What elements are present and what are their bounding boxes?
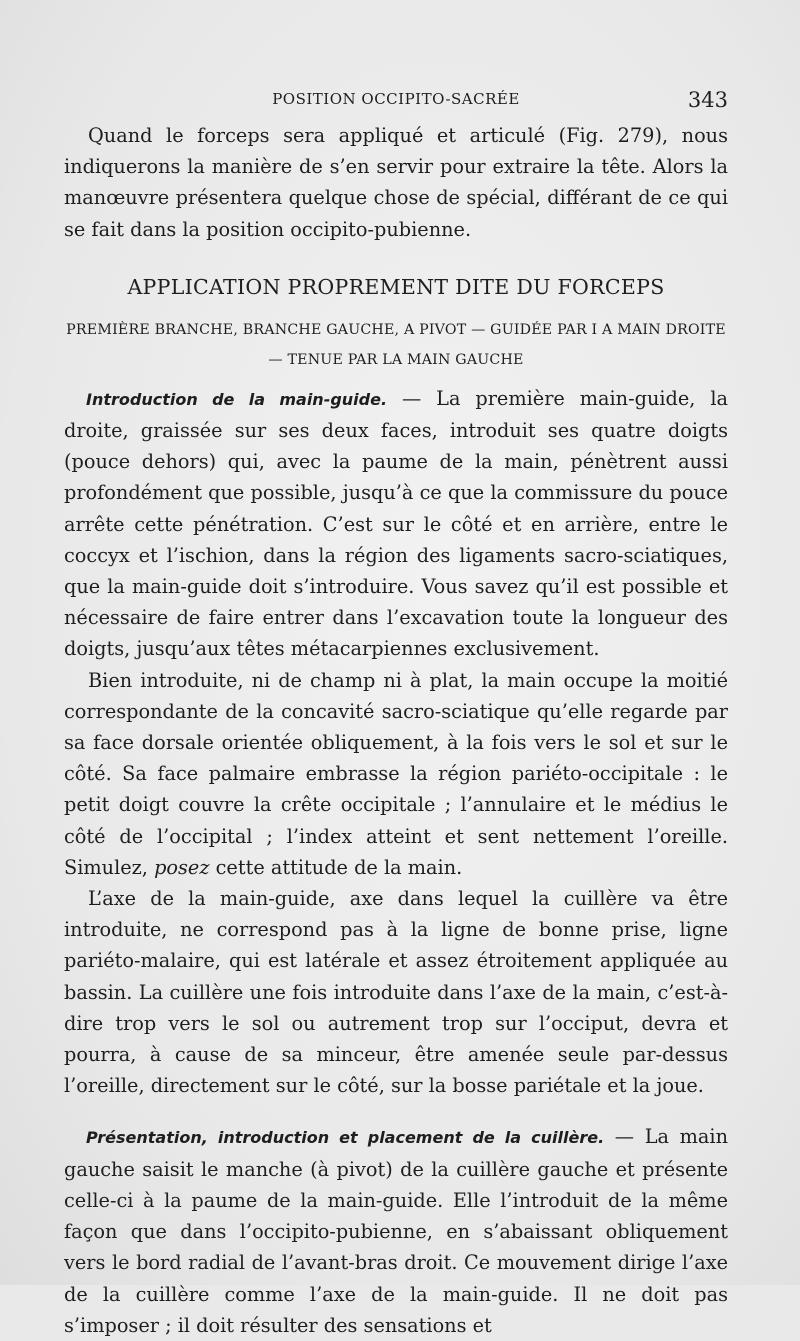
cuillere-run-in-heading: Présentation, introduction et placement de la cuillère. <box>86 1128 605 1148</box>
cuillere-paragraph-text: — La main gauche saisit le manche (à pivot) de la cuillère gauche et présente celle-ci à la paume de la main-guide. Elle l’introduit de la même façon que dans l’occipito-pubienne, en s’abaissant obliquement vers le bord radial de l’avant-bras droit. Ce mouvement dirige l’axe de la cuillère comme l’axe de la main-guide. Il ne doit pas s’imposer ; il doit résulter des sensations et <box>64 1125 728 1337</box>
page-number: 343 <box>687 88 728 112</box>
hand-position-paragraph <box>64 665 728 883</box>
hand-position-text-after: cette attitude de la main. <box>209 855 463 879</box>
hand-position-text-before: Bien introduite, ni de champ ni à plat, la main occupe la moitié correspondante de la concavité sacro-sciatique qu’elle regarde par sa face dorsale orientée obliquement, à la fois vers le sol et sur le côté. Sa face palmaire embrasse la région pariéto-occipitale : le petit doigt couvre la crête occipitale ; l’annulaire et le médius le côté de l’occipital ; l’index atteint et sent nettement l’oreille. Simulez, <box>64 668 728 879</box>
main-guide-paragraph <box>64 383 728 665</box>
page-body <box>64 120 728 1341</box>
page-header <box>64 88 728 116</box>
cuillere-paragraph <box>64 1121 728 1340</box>
main-guide-run-in-heading: Introduction de la main-guide. <box>86 389 388 409</box>
section-title: APPLICATION PROPREMENT DITE DU FORCEPS <box>127 274 665 299</box>
main-guide-paragraph-text: — La première main-guide, la droite, graissée sur ses deux faces, introduit ses quatre doigts (pouce dehors) qui, avec la paume de la main, pénètrent aussi profondément que possible, jusqu’à ce que la commissure du pouce arrête cette pénétration. C’est sur le côté et en arrière, entre le coccyx et l’ischion, dans la région des ligaments sacro-sciatiques, que la main-guide doit s’introduire. Vous savez qu’il est possible et nécessaire de faire entrer dans l’excavation toute la longueur des doigts, jusqu’aux têtes métacarpiennes exclusivement. <box>64 386 728 661</box>
running-head: POSITION OCCIPITO-SACRÉE <box>272 90 520 108</box>
subsection-title-line-2: — TENUE PAR LA MAIN GAUCHE <box>268 351 524 368</box>
hand-position-emphasis: posez <box>154 855 210 879</box>
axis-paragraph: L’axe de la main-guide, axe dans lequel la cuillère va être introduite, ne correspond pas à la ligne de bonne prise, ligne pariéto-malaire, qui est latérale et assez étroitement appliquée au bassin. La cuillère une fois introduite dans l’axe de la main, c’est-à-dire trop vers le sol ou autrement trop sur l’occiput, devra et pourra, à cause de sa minceur, être amenée seule par-dessus l’oreille, directement sur le côté, sur la bosse pariétale et la joue. <box>64 887 728 1098</box>
intro-paragraph: Quand le forceps sera appliqué et articulé (Fig. 279), nous indiquerons la manière de s’en servir pour extraire la tête. Alors la manœuvre présentera quelque chose de spécial, différant de ce qui se fait dans la position occipito-pubienne. <box>64 124 728 241</box>
subsection-title-line-1: PREMIÈRE BRANCHE, BRANCHE GAUCHE, A PIVOT — GUIDÉE PAR I A MAIN DROITE <box>66 321 726 338</box>
